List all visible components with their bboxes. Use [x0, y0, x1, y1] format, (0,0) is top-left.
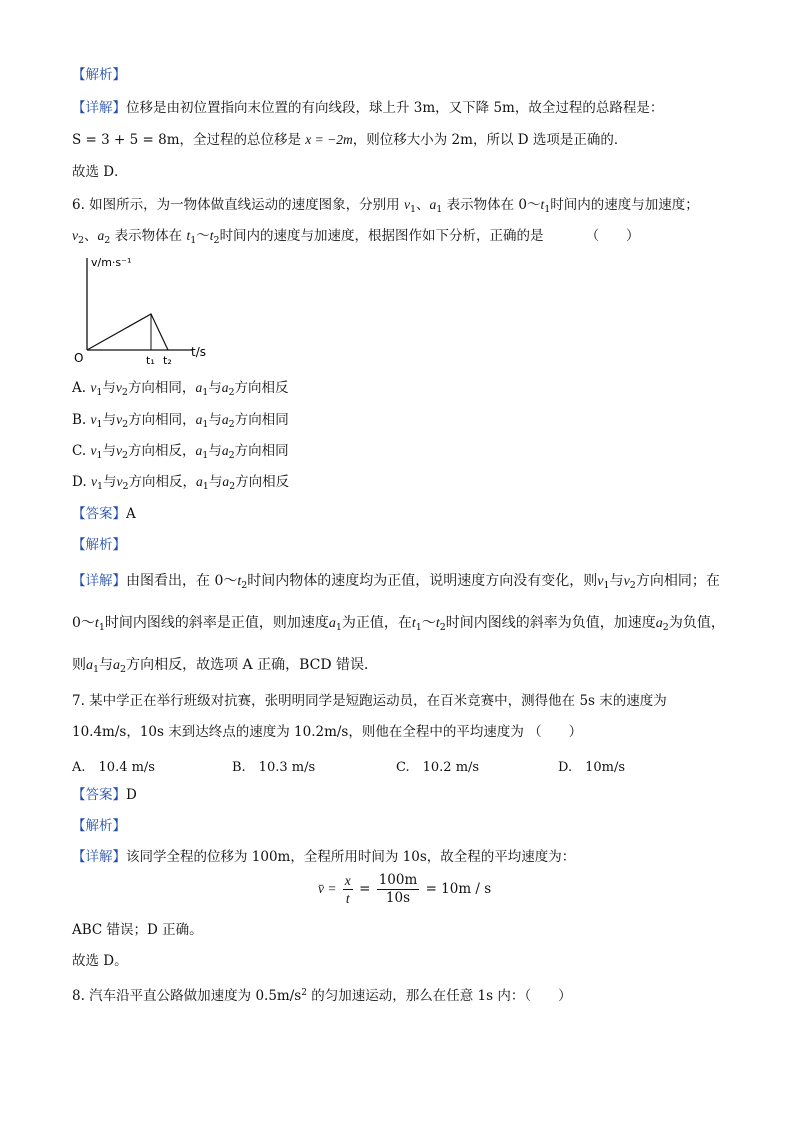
q7-result: ABC 错误；D 正确。 — [72, 922, 203, 938]
q6-analysis-tag: 【解析】 — [72, 537, 126, 553]
q6-option-a: A. $v_1$与$v_2$方向相同，$a_1$与$a_2$方向相反 — [72, 380, 289, 398]
q7-formula: v̄ = $\frac{x}{t}$ = $\frac{100m}{10s}$ = 10m / s — [318, 872, 492, 906]
q6-option-c: C. $v_1$与$v_2$方向相反，$a_1$与$a_2$方向相同 — [72, 443, 289, 461]
q7-analysis-tag: 【解析】 — [72, 818, 126, 834]
q5-detail-line2: S = 3 + 5 = 8m，全过程的总位移是 x = −2m，则位移大小为 2m，所以 D 选项是正确的． — [72, 132, 628, 148]
q6-detail-line1: 【详解】由图看出，在 $0\sim t_2$时间内物体的速度均为正值，说明速度方向没有变化，则$v_1$与$v_2$方向相同；在 — [72, 573, 720, 591]
q5-detail-line1: 【详解】位移是由初位置指向末位置的有向线段，球上升 3m，又下降 5m，故全过程的总路程是： — [72, 100, 664, 116]
x-axis-label: t/s — [191, 345, 206, 359]
q6-option-b: B. $v_1$与$v_2$方向相同，$a_1$与$a_2$方向相同 — [72, 412, 289, 430]
q6-stem-line1: 6. 如图所示，为一物体做直线运动的速度图象，分别用 $v_1$、$a_1$ 表示物体在 $0\sim t_1$时间内的速度与加速度； — [72, 197, 699, 215]
q6-detail-line3: 则$a_1$与$a_2$方向相反，故选项 A 正确，BCD 错误． — [72, 657, 379, 675]
q7-option-c: C. 10.2 m/s — [396, 760, 480, 775]
q7-stem-line1: 7. 某中学正在举行班级对抗赛，张明明同学是短跑运动员，在百米竞赛中，测得他在 5s 末的速度为 — [72, 693, 667, 709]
q7-detail: 【详解】该同学全程的位移为 100m，全程所用时间为 10s，故全程的平均速度为： — [72, 849, 576, 865]
q8-stem: 8. 汽车沿平直公路做加速度为 $0.5m/s^2$ 的匀加速运动，那么在任意 1s 内：（ ） — [72, 988, 572, 1004]
q7-answer: 【答案】D — [72, 787, 137, 803]
q7-stem-line2: 10.4m/s，10s 末到达终点的速度为 10.2m/s，则他在全程中的平均速度为 （ ） — [72, 724, 583, 740]
detail-tag: 【详解】 — [72, 100, 126, 116]
velocity-line — [87, 314, 168, 350]
origin-label: O — [74, 351, 84, 365]
q6-option-d: D. $v_1$与$v_2$方向相反，$a_1$与$a_2$方向相反 — [72, 474, 290, 492]
analysis-tag: 【解析】 — [72, 67, 126, 83]
velocity-time-graph — [74, 254, 214, 366]
q6-stem-line2: $v_2$、$a_2$ 表示物体在 $t_1\sim t_2$时间内的速度与加速度，根据图作如下分析，正确的是 （ ） — [72, 228, 640, 246]
q7-conclusion: 故选 D。 — [72, 953, 128, 969]
q6-detail-line2: $0\sim t_1$时间内图线的斜率是正值，则加速度$a_1$为正值，在$t_1\sim t_2$时间内图线的斜率为负值，加速度$a_2$为负值， — [72, 615, 725, 633]
q7-option-b: B. 10.3 m/s — [232, 760, 316, 775]
q6-answer: 【答案】A — [72, 506, 136, 522]
q7-option-d: D. 10m/s — [558, 760, 626, 775]
t2-label: t₂ — [163, 354, 172, 366]
q7-option-a: A. 10.4 m/s — [72, 760, 155, 775]
t1-label: t₁ — [146, 354, 155, 366]
y-axis-label: v/m·s⁻¹ — [91, 256, 132, 269]
q5-conclusion: 故选 D． — [72, 164, 128, 180]
